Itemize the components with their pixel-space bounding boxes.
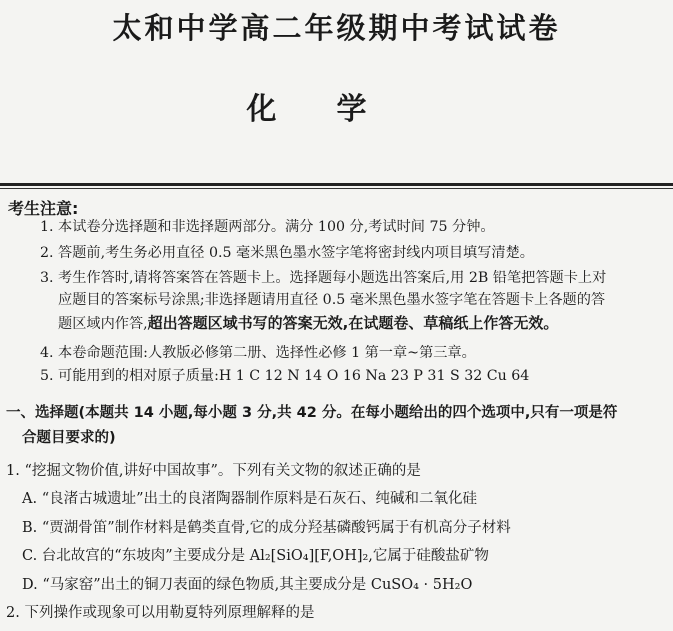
notice-item-2: 2. 答题前,考生务必用直径 0.5 毫米黑色墨水签字笔将密封线内项目填写清楚。 (40, 245, 534, 261)
notice-item-3-cont: 应题目的答案标号涂黑;非选择题请用直径 0.5 毫米黑色墨水签字笔在答题卡上各题的答 (58, 292, 606, 308)
divider-thick (0, 183, 673, 186)
notice-item-1: 1. 本试卷分选择题和非选择题两部分。满分 100 分,考试时间 75 分钟。 (40, 219, 495, 235)
notice-emphasis: 超出答题区域书写的答案无效,在试题卷、草稿纸上作答无效。 (147, 314, 559, 332)
exam-title: 太和中学高二年级期中考试试卷 (112, 11, 561, 45)
question-1-stem: 1. “挖掘文物价值,讲好中国故事”。下列有关文物的叙述正确的是 (6, 463, 421, 479)
question-1-option-a: A. “良渚古城遗址”出土的良渚陶器制作原料是石灰石、纯碱和二氧化硅 (22, 491, 478, 507)
notice-item-4: 4. 本卷命题范围:人教版必修第二册、选择性必修 1 第一章~第三章。 (40, 345, 476, 361)
question-1-option-b: B. “贾湖骨笛”制作材料是鹤类直骨,它的成分羟基磷酸钙属于有机高分子材料 (22, 520, 511, 536)
question-1-option-c: C. 台北故宫的“东坡肉”主要成分是 Al₂[SiO₄][F,OH]₂,它属于硅酸盐矿物 (22, 548, 489, 564)
notice-item-3-tail: 题区域内作答, (58, 316, 148, 332)
section-heading-cont: 合题目要求的) (22, 430, 116, 446)
question-1-option-d: D. “马家窑”出土的铜刀表面的绿色物质,其主要成分是 CuSO₄ · 5H₂O (22, 577, 473, 593)
notice-item-5: 5. 可能用到的相对原子质量:H 1 C 12 N 14 O 16 Na 23 P 31 S 32 Cu 64 (40, 368, 530, 384)
section-heading: 一、选择题(本题共 14 小题,每小题 3 分,共 42 分。在每小题给出的四个选项中,只有一项是符 (6, 405, 618, 421)
notice-item-3-end (58, 313, 558, 334)
question-2-stem: 2. 下列操作或现象可以用勒夏特列原理解释的是 (6, 605, 315, 621)
notice-heading: 考生注意: (8, 199, 79, 218)
divider-thin (0, 188, 673, 189)
notice-item-3: 3. 考生作答时,请将答案答在答题卡上。选择题每小题选出答案后,用 2B 铅笔把答题卡上对 (40, 270, 607, 286)
subject-title: 化学 (246, 92, 427, 127)
